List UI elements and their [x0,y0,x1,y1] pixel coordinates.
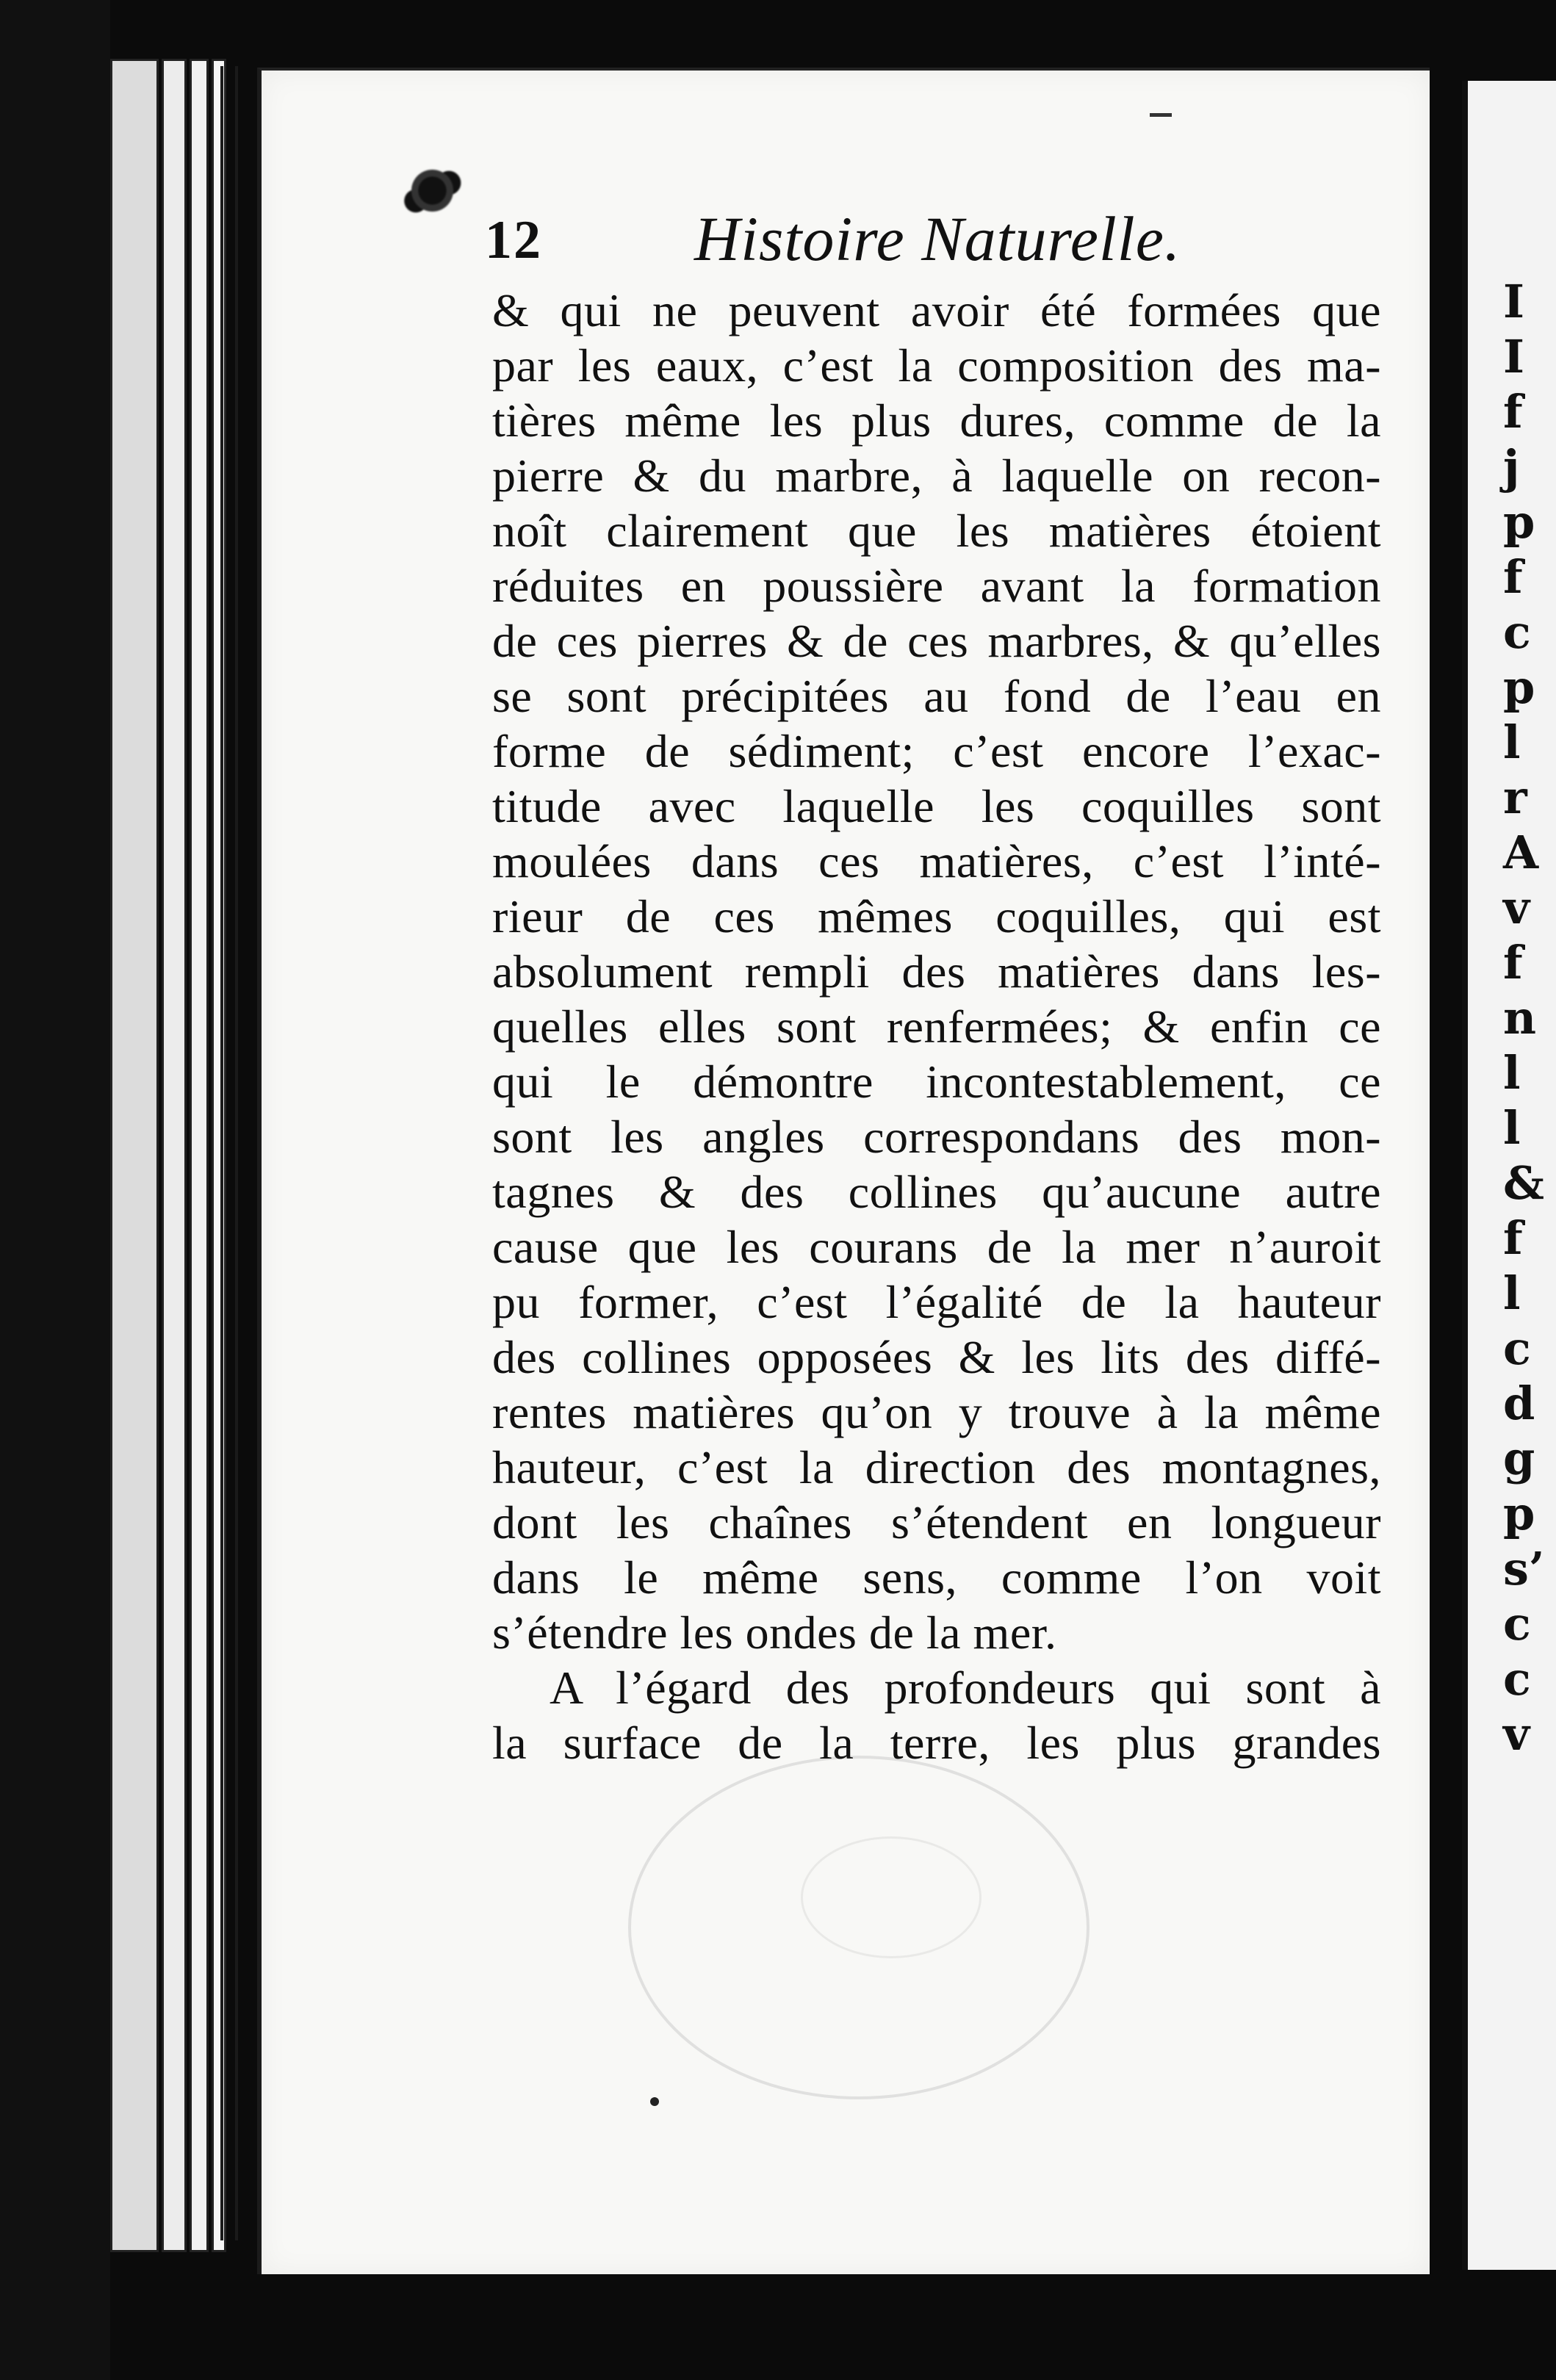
page-header [485,202,1440,275]
text-line: & qui ne peuvent avoir été formées que [492,284,1381,336]
text-line: pu former, c’est l’égalité de la hauteur [492,1276,1381,1328]
facing-page-fragment: p [1503,495,1535,549]
text-line: la surface de la terre, les plus grandes [492,1717,1381,1769]
facing-page-fragment: v [1503,1707,1530,1761]
facing-page-fragment: A [1503,826,1539,879]
facing-page-fragment: f [1503,385,1523,439]
text-line: rentes matières qu’on y trouve à la même [492,1386,1381,1438]
text-line: forme de sédiment; c’est encore l’exac- [492,725,1381,777]
ink-dot [650,2097,659,2106]
text-line: dont les chaînes s’étendent en longueur [492,1496,1381,1548]
text-line: absolument rempli des matières dans les- [492,945,1381,998]
faded-library-stamp-inner [801,1836,981,1958]
text-line: par les eaux, c’est la composition des ma- [492,339,1381,392]
text-line: A l’égard des profondeurs qui sont à [550,1662,1381,1714]
text-line: cause que les courans de la mer n’auroit [492,1221,1381,1273]
facing-page-fragment: d [1503,1377,1535,1430]
text-line: réduites en poussière avant la formation [492,560,1381,612]
facing-page-fragment: c [1503,1652,1531,1706]
book-binding [0,0,110,2380]
text-line: se sont précipitées au fond de l’eau en [492,670,1381,722]
text-line: titude avec laquelle les coquilles sont [492,780,1381,832]
page-body-text [492,283,1381,1770]
text-line: pierre & du marbre, à laquelle on recon- [492,450,1381,502]
facing-page-fragment: p [1503,660,1535,714]
text-line: hauteur, c’est la direction des montagnes, [492,1441,1381,1493]
facing-page-fragment: & [1503,1156,1544,1210]
facing-page-fragment: p [1503,1487,1535,1540]
margin-mark [1150,113,1172,117]
text-line: moulées dans ces matières, c’est l’inté- [492,835,1381,887]
text-line: tagnes & des collines qu’aucune autre [492,1166,1381,1218]
facing-page-fragment: l [1503,1101,1521,1155]
text-line: rieur de ces mêmes coquilles, qui est [492,890,1381,942]
facing-page-fragment: f [1503,936,1523,989]
facing-page-fragment: s’ [1503,1542,1545,1595]
page-edge-line [220,66,223,2240]
text-line: qui le démontre incontestablement, ce [492,1056,1381,1108]
page-number: 12 [485,210,542,270]
facing-page-fragment: l [1503,715,1521,769]
text-line: des collines opposées & les lits des diffé- [492,1331,1381,1383]
page-edge [110,59,159,2252]
facing-page-fragment: c [1503,1597,1531,1651]
text-line: quelles elles sont renfermées; & enfin ce [492,1000,1381,1053]
facing-page-fragment: l [1503,1046,1521,1100]
facing-page-fragment: f [1503,550,1523,604]
text-line: s’étendre les ondes de la mer. [492,1606,1057,1659]
text-line: noît clairement que les matières étoient [492,505,1381,557]
facing-page-fragment: c [1503,605,1531,659]
page-edge [190,59,209,2252]
page-edge [162,59,187,2252]
text-line: de ces pierres & de ces marbres, & qu’elles [492,615,1381,667]
page-edge [212,59,226,2252]
text-line: sont les angles correspondans des mon- [492,1111,1381,1163]
facing-page-fragment: n [1503,991,1537,1045]
running-title: Histoire Naturelle. [694,203,1181,274]
ink-blot [403,167,469,219]
facing-page-fragment: r [1503,771,1527,824]
facing-page-fragment: I [1503,330,1525,383]
text-line: tières même les plus dures, comme de la [492,394,1381,447]
facing-page-fragment: I [1503,275,1525,328]
facing-page-fragment: c [1503,1321,1531,1375]
facing-page-fragment: g [1503,1432,1535,1485]
facing-page-fragment: j [1503,440,1520,494]
facing-page-fragment: v [1503,881,1530,934]
facing-page-fragment: f [1503,1211,1523,1265]
text-line: dans le même sens, comme l’on voit [492,1551,1381,1604]
page-edge-line [235,66,238,2240]
facing-page-fragment: l [1503,1266,1521,1320]
